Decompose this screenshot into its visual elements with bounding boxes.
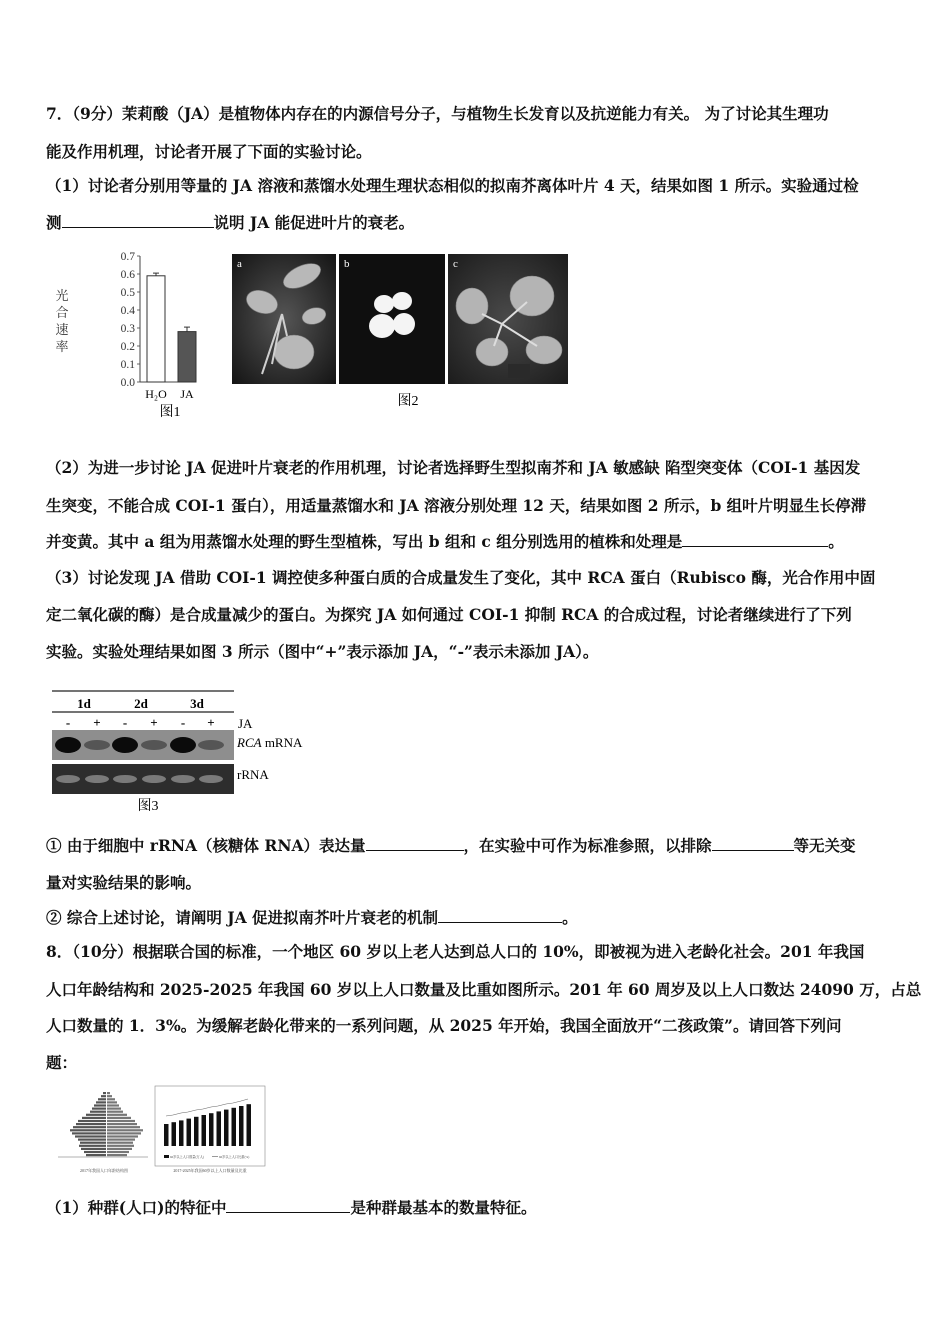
pyramid-bar-male [96,1101,106,1103]
q7-sub1-line2: 量对实验结果的影响。 [46,873,202,892]
figure-4-charts [52,1084,272,1176]
day-label-1d: 1d [77,696,91,711]
q7-sub1-pre: ① 由于细胞中 rRNA（核糖体 RNA）表达量 [46,836,366,855]
pyramid-bar-female [107,1104,119,1106]
y-axis-label-char: 光 [55,288,69,303]
trend-bar [217,1111,222,1146]
pyramid-bar-female [107,1117,131,1119]
lane-sign: - [180,715,186,730]
pyramid-bar-male [73,1126,106,1128]
pyramid-bar-female [107,1092,110,1094]
trend-bar [224,1110,229,1146]
pyramid-bar-female [107,1120,135,1122]
panel-c-label: c [453,258,458,270]
bar-h2o [147,276,165,382]
rca-band [84,740,110,750]
y-tick-label: 0.2 [120,341,135,353]
figure-2-caption: 图2 [397,394,419,409]
figure-1-chart [52,248,192,428]
rrna-band [85,775,109,783]
trend-bar [232,1108,237,1146]
aging-trend-chart [164,1099,251,1146]
trend-bar [209,1113,214,1146]
q8-line1: 8．（10分）根据联合国的标准，一个地区 60 岁以上老人达到总人口的 10%，即被视为进入老龄化社会。201 年我国 [46,942,865,961]
rrna-band [113,775,137,783]
pyramid-bar-male [92,1108,106,1110]
rca-band [141,740,167,750]
q7-part2-post: 。 [828,532,844,551]
trend-bar [172,1122,177,1146]
q7-part3-line2: 定二氧化碳的酶）是合成量减少的蛋白。为探究 JA 如何通过 COI-1 抑制 RCA 的合成过程，讨论者继续进行了下列 [46,605,852,624]
pyramid-bar-male [86,1114,106,1116]
q7-part2-pre: 并变黄。其中 a 组为用蒸馏水处理的野生型植株，写出 b 组和 c 组分别选用的植株和处理是 [46,532,683,551]
answer-blank[interactable] [682,532,828,547]
lane-sign: - [65,715,71,730]
lane-sign: + [207,715,215,730]
y-tick-label: 0.1 [120,359,135,371]
rca-band [55,737,81,753]
figure-1 [52,248,192,432]
q7-sub2-pre: ② 综合上述讨论，请阐明 JA 促进拟南芥叶片衰老的机制 [46,908,439,927]
y-axis-label-char: 率 [55,339,69,354]
q8-part1-line [46,1198,906,1218]
day-label-3d: 3d [190,696,204,711]
rrna-band [142,775,166,783]
q7-sub1-mid: ，在实验中可作为标准参照，以排除 [463,836,712,855]
pyramid-bar-male [86,1154,106,1156]
rca-band [198,740,224,750]
q8-line2: 人口年龄结构和 2025-2025 年我国 60 岁以上人口数量及比重如图所示。201 年 60 周岁及以上人口数达 24090 万，占总 [46,980,922,999]
q7-sub2-line1 [46,908,906,928]
q7-part2-line3 [46,532,906,552]
answer-blank[interactable] [712,836,794,851]
y-tick-label: 0.4 [120,305,135,317]
figure-4 [52,1084,272,1180]
pyramid-bar-female [107,1148,132,1150]
trend-bar [187,1119,192,1146]
q7-part2-line2: 生突变，不能合成 COI-1 蛋白），用适量蒸馏水和 JA 溶液分别处理 12 天，结果如图 2 所示，b 组叶片明显生长停滞 [46,496,867,515]
figure-3-gel [50,684,320,816]
figure-2 [232,254,572,418]
pyramid-bar-female [107,1135,138,1137]
q7-part1-post: 说明 JA 能促进叶片的衰老。 [213,213,415,232]
population-pyramid-chart [70,1092,143,1156]
trend-bar [202,1115,207,1146]
pyramid-bar-male [90,1111,106,1113]
answer-blank[interactable] [226,1198,350,1213]
day-label-2d: 2d [134,696,148,711]
pyramid-bar-male [72,1132,106,1134]
figure-3-caption: 图3 [137,799,159,814]
lane-sign: - [122,715,128,730]
pyramid-bar-female [107,1108,121,1110]
q7-part2-line1: （2）为进一步讨论 JA 促进叶片衰老的作用机理，讨论者选择野生型拟南芥和 JA 敏感缺 陷型突变体（COI-1 基因发 [46,458,861,477]
pyramid-bar-male [82,1117,106,1119]
trend-bar [247,1104,252,1146]
pyramid-bar-male [98,1098,106,1100]
trend-bar [239,1106,244,1146]
y-tick-label: 0.7 [120,251,135,263]
q7-line2: 能及作用机理，讨论者开展了下面的实验讨论。 [46,142,372,161]
answer-blank[interactable] [438,908,562,923]
y-tick-label: 0.6 [120,269,135,281]
y-axis-label-char: 合 [55,305,69,320]
trend-bar [194,1117,199,1146]
rrna-band [199,775,223,783]
lane-sign: + [93,715,101,730]
ja-row-label: JA [238,716,253,731]
q7-sub2-post: 。 [562,908,578,927]
figure-1-caption: 图1 [159,405,181,420]
y-tick-label: 0.0 [120,377,135,389]
pyramid-bar-male [81,1148,106,1150]
pyramid-bar-female [107,1132,141,1134]
rrna-label: rRNA [237,767,269,782]
pyramid-bar-male [78,1139,106,1141]
pyramid-bar-female [107,1111,123,1113]
q8-line4: 题： [46,1053,78,1072]
figure-2-photos [232,254,572,414]
pyramid-caption: 2017年我国人口年龄结构图 [80,1168,128,1173]
pyramid-bar-female [107,1101,117,1103]
pyramid-bar-female [107,1129,143,1131]
y-tick-label: 0.5 [120,287,135,299]
y-axis-label-char: 速 [55,322,69,337]
pyramid-bar-male [101,1095,106,1097]
pyramid-bar-male [84,1151,106,1153]
q7-sub1-line1 [46,836,906,856]
q7-sub1-post: 等无关变 [793,836,856,855]
pyramid-bar-male [79,1145,106,1147]
pyramid-bar-female [107,1139,135,1141]
pyramid-bar-female [107,1095,112,1097]
rrna-band [171,775,195,783]
pyramid-bar-male [76,1123,106,1125]
lane-sign: + [150,715,158,730]
figure-1-ylabel [55,288,68,354]
pyramid-bar-male [94,1104,106,1106]
answer-blank[interactable] [62,213,214,228]
rca-mrna-label: RCA mRNA [237,735,303,750]
pyramid-bar-female [107,1123,137,1125]
rca-band [112,737,138,753]
q8-line3: 人口数量的 1．3%。为缓解老龄化带来的一系列问题，从 2025 年开始，我国全面放开“二孩政策”。请回答下列问 [46,1016,842,1035]
x-tick-label-h2o: H₂O [145,387,167,401]
rrna-band [56,775,80,783]
rca-band [170,737,196,753]
pyramid-bar-female [107,1126,140,1128]
trend-caption: 2017-2025年我国60岁以上人口数量及比重 [173,1168,247,1173]
legend-ratio-label: 60岁以上人口比重(%) [219,1155,250,1159]
q7-part1-pre: 测 [46,213,62,232]
figure-3 [50,684,320,820]
q7-part3-line1: （3）讨论发现 JA 借助 COI-1 调控使多种蛋白质的合成量发生了变化，其中 RCA 蛋白（Rubisco 酶，光合作用中固 [46,568,876,587]
pyramid-bar-male [78,1120,106,1122]
answer-blank[interactable] [366,836,464,851]
pyramid-bar-female [107,1145,134,1147]
trend-bar [179,1120,184,1146]
bar-ja [178,332,196,382]
pyramid-bar-female [107,1114,127,1116]
y-tick-label: 0.3 [120,323,135,335]
q8-part1-post: 是种群最基本的数量特征。 [350,1198,537,1217]
panel-b-label: b [344,258,350,270]
pyramid-bar-male [70,1129,106,1131]
q8-part1-pre: （1）种群(人口)的特征中 [46,1198,227,1217]
x-tick-label-ja: JA [180,387,194,401]
legend-count-label: 60岁以上人口数量(万人) [170,1155,204,1159]
pyramid-bar-male [75,1135,106,1137]
pyramid-bar-female [107,1142,133,1144]
pyramid-bar-male [103,1092,106,1094]
q7-part1-line1: （1）讨论者分别用等量的 JA 溶液和蒸馏水处理生理状态相似的拟南芥离体叶片 4 天，结果如图 1 所示。实验通过检 [46,176,859,195]
pyramid-bar-female [107,1098,115,1100]
pyramid-bar-female [107,1151,129,1153]
trend-bar [164,1124,169,1146]
q7-part1-line2 [46,213,906,233]
q7-line1: 7．（9分）茉莉酸（JA）是植物体内存在的内源信号分子，与植物生长发育以及抗逆能力有关。 为了讨论其生理功 [46,104,829,123]
q7-part3-line3: 实验。实验处理结果如图 3 所示（图中“+”表示添加 JA，“-”表示未添加 JA）。 [46,642,599,661]
panel-a-label: a [237,258,242,270]
pyramid-bar-male [80,1142,106,1144]
pyramid-bar-female [107,1154,127,1156]
